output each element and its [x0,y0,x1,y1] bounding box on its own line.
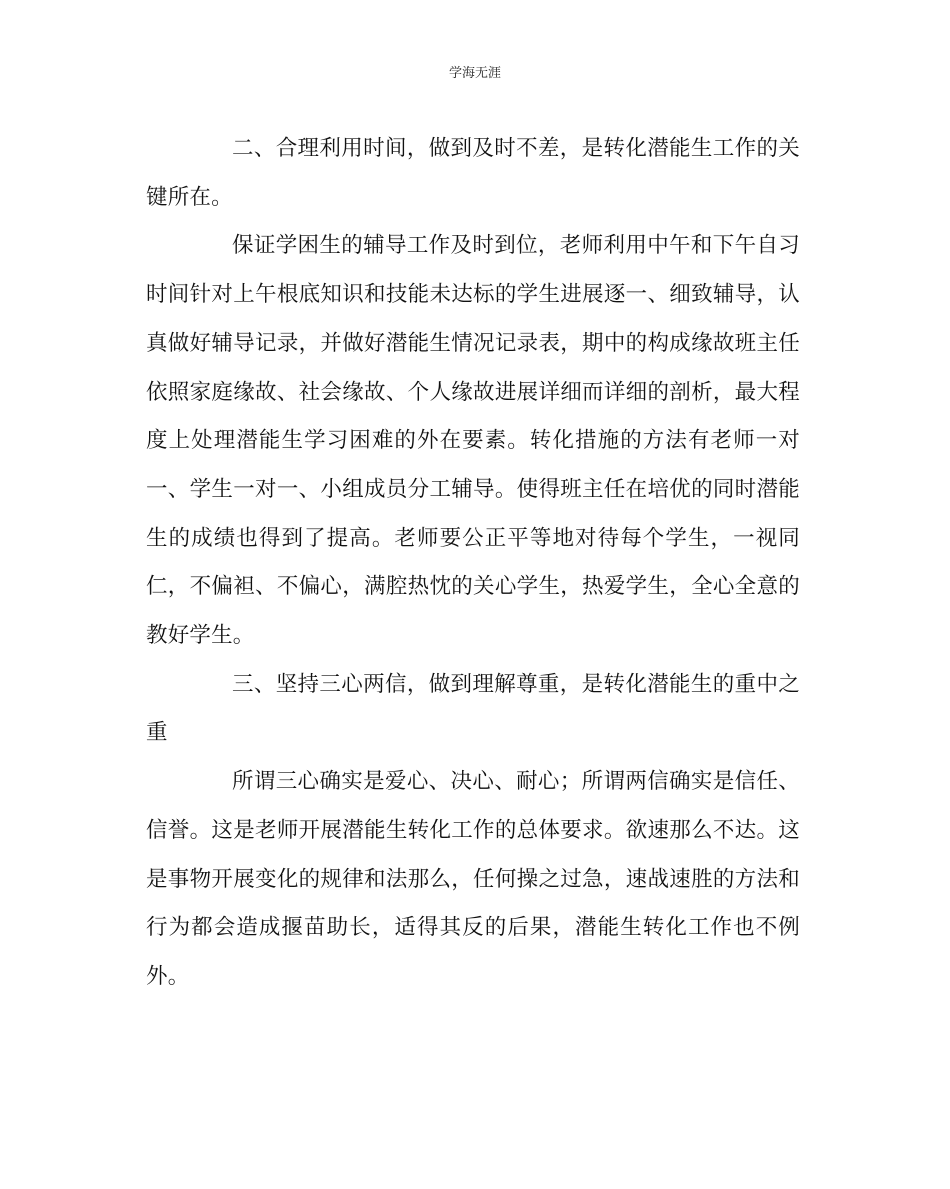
body-paragraph: 保证学困生的辅导工作及时到位，老师利用中午和下午自习时间针对上午根底知识和技能未达标的学生进展逐一、细致辅导，认真做好辅导记录，并做好潜能生情况记录表，期中的构成缘故班主任依照家庭缘故、社会缘故、个人缘故进展详细而详细的剖析，最大程度上处理潜能生学习困难的外在要素。转化措施的方法有老师一对一、学生一对一、小组成员分工辅导。使得班主任在培优的同时潜能生的成绩也得到了提高。老师要公正平等地对待每个学生，一视同仁，不偏袒、不偏心，满腔热忱的关心学生，热爱学生，全心全意的教好学生。 [146,233,800,649]
document-body [146,125,800,1002]
section-heading-2: 二、合理利用时间，做到及时不差，是转化潜能生工作的关键所在。 [146,136,800,210]
page-header: 学海无涯 [448,66,501,81]
body-paragraph: 所谓三心确实是爱心、决心、耐心；所谓两信确实是信任、信誉。这是老师开展潜能生转化工作的总体要求。欲速那么不达。这是事物开展变化的规律和法那么，任何操之过急，速战速胜的方法和行为都会造成揠苗助长，适得其反的后果，潜能生转化工作也不例外。 [146,769,800,989]
section-heading-3: 三、坚持三心两信，做到理解尊重，是转化潜能生的重中之重 [146,671,800,746]
